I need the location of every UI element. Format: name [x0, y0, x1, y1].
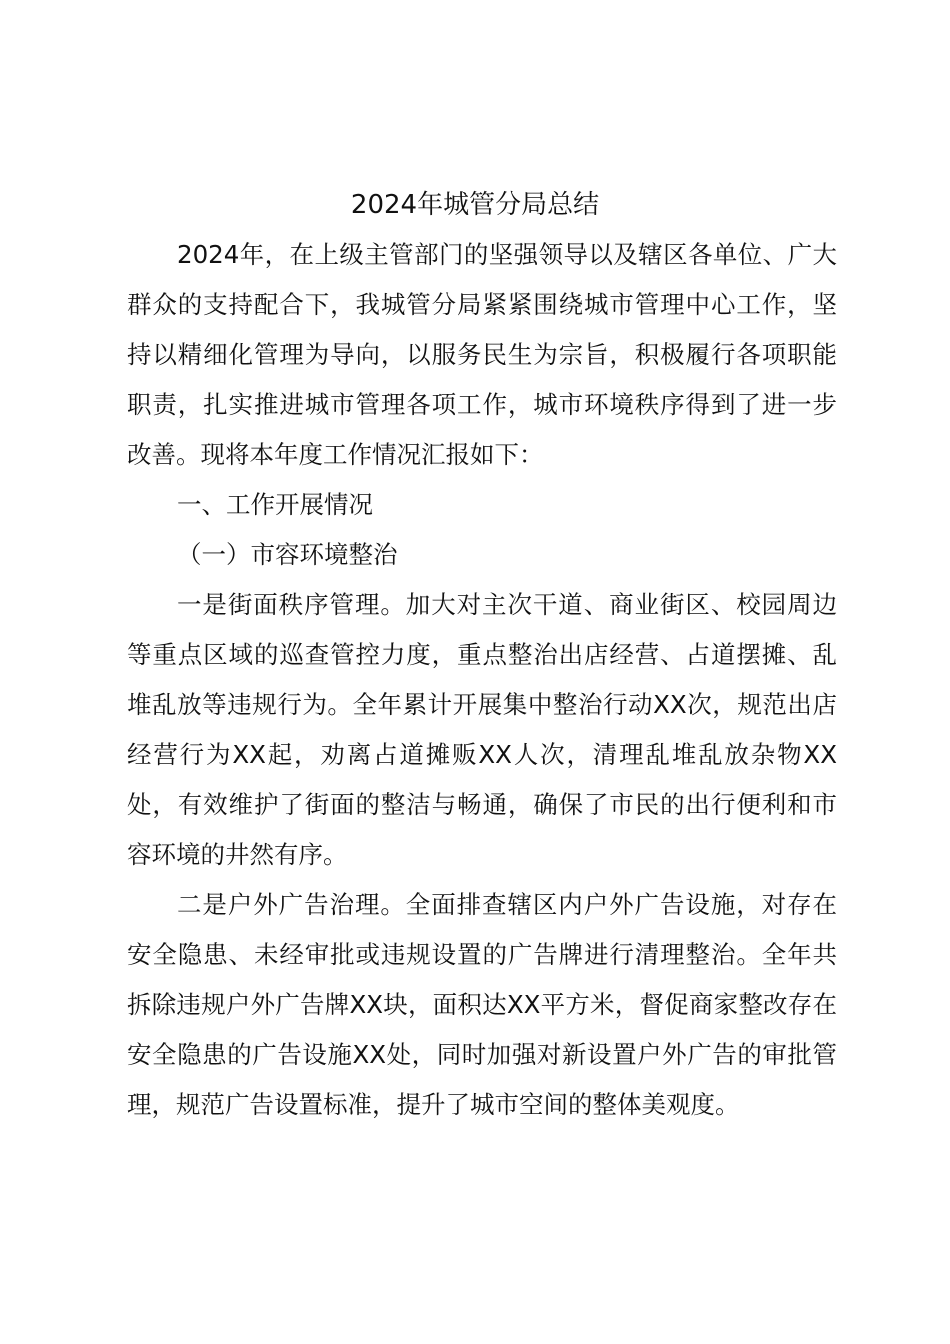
subsection-heading-city-appearance: （一）市容环境整治 [177, 540, 398, 569]
paragraph-outdoor-ads: 二是户外广告治理。全面排查辖区内户外广告设施，对存在安全隐患、未经审批或违规设置的广告牌进行清理整治。全年共拆除违规户外广告牌XX块，面积达XX平方米，督促商家整改存在安全隐患的广告设施XX处，同时加强对新设置户外广告的审批管理，规范广告设置标准，提升了城市空间的整体美观度。 [127, 890, 837, 1119]
section-heading-work-progress: 一、工作开展情况 [177, 490, 373, 519]
paragraph-street-order: 一是街面秩序管理。加大对主次干道、商业街区、校园周边等重点区域的巡查管控力度，重点整治出店经营、占道摆摊、乱堆乱放等违规行为。全年累计开展集中整治行动XX次，规范出店经营行为XX起，劝离占道摊贩XX人次，清理乱堆乱放杂物XX处，有效维护了街面的整洁与畅通，确保了市民的出行便利和市容环境的井然有序。 [127, 590, 837, 869]
intro-paragraph: 2024年，在上级主管部门的坚强领导以及辖区各单位、广大群众的支持配合下，我城管分局紧紧围绕城市管理中心工作，坚持以精细化管理为导向，以服务民生为宗旨，积极履行各项职能职责，扎实推进城市管理各项工作，城市环境秩序得到了进一步改善。现将本年度工作情况汇报如下： [127, 240, 837, 469]
document-title: 2024年城管分局总结 [350, 190, 600, 220]
document-body [127, 230, 837, 1130]
